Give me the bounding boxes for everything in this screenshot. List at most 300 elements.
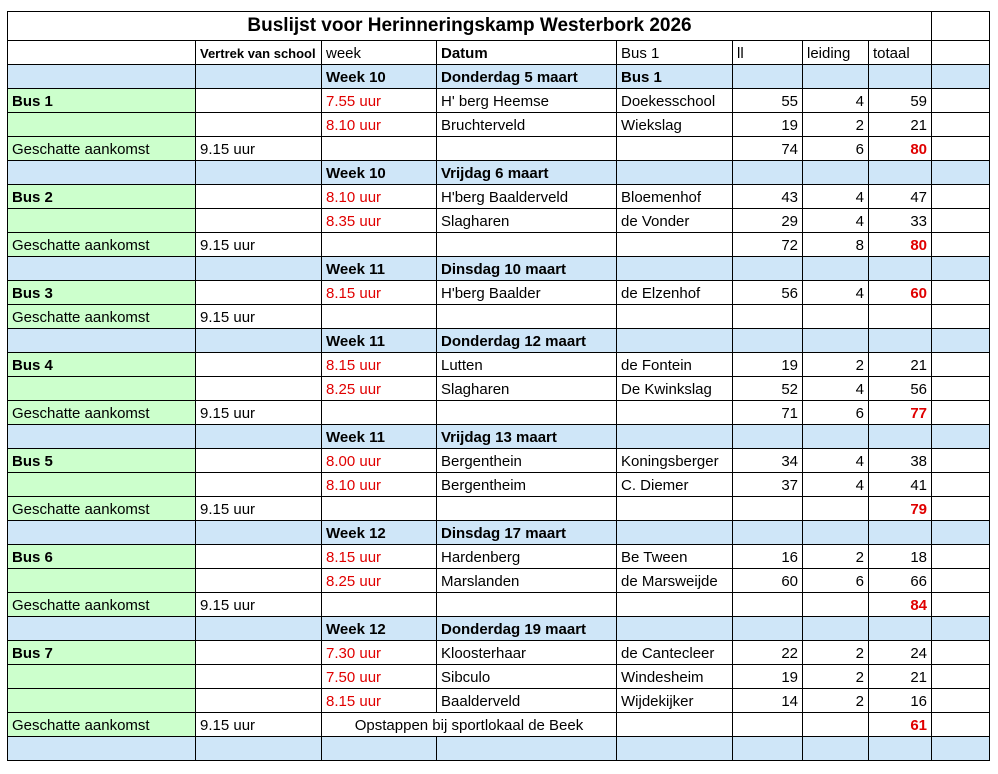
week-band-row: [8, 617, 990, 641]
empty-cell: [932, 713, 990, 737]
leiding-count: 2: [803, 665, 869, 689]
school: Bloemenhof: [617, 185, 733, 209]
empty-cell: [932, 473, 990, 497]
empty-cell: [322, 593, 437, 617]
leiding-count: 4: [803, 185, 869, 209]
school: Wiekslag: [617, 113, 733, 137]
empty-cell: [8, 161, 196, 185]
totaal-count: 18: [869, 545, 932, 569]
table-row: [8, 113, 990, 137]
empty-cell: [617, 233, 733, 257]
empty-cell: [196, 89, 322, 113]
place: H' berg Heemse: [437, 89, 617, 113]
place: Marslanden: [437, 569, 617, 593]
school: Koningsberger: [617, 449, 733, 473]
place: Hardenberg: [437, 545, 617, 569]
leiding-sum: 6: [803, 401, 869, 425]
empty-cell: [196, 329, 322, 353]
empty-cell: [8, 665, 196, 689]
empty-cell: [8, 65, 196, 89]
departure-time: 8.10 uur: [322, 113, 437, 137]
empty-cell: [932, 545, 990, 569]
departure-time: 8.10 uur: [322, 185, 437, 209]
arrival-time: 9.15 uur: [196, 137, 322, 161]
school: de Cantecleer: [617, 641, 733, 665]
arrival-time: 9.15 uur: [196, 497, 322, 521]
leiding-count: 2: [803, 545, 869, 569]
empty-cell: [869, 617, 932, 641]
empty-cell: [617, 713, 733, 737]
empty-cell: [8, 689, 196, 713]
empty-cell: [733, 329, 803, 353]
school: Wijdekijker: [617, 689, 733, 713]
week-label: Week 11: [322, 257, 437, 281]
band-bus-label: [617, 425, 733, 449]
empty-cell: [932, 113, 990, 137]
ll-count: 56: [733, 281, 803, 305]
empty-cell: [733, 257, 803, 281]
empty-cell: [617, 497, 733, 521]
departure-time: 7.30 uur: [322, 641, 437, 665]
arrival-row: [8, 713, 990, 737]
total-sum: 84: [869, 593, 932, 617]
place: Bergentheim: [437, 473, 617, 497]
arrival-time: 9.15 uur: [196, 233, 322, 257]
empty-cell: [932, 329, 990, 353]
arrival-row: [8, 497, 990, 521]
header-totaal: totaal: [869, 41, 932, 65]
departure-time: 7.55 uur: [322, 89, 437, 113]
leiding-count: 4: [803, 209, 869, 233]
ll-sum: [733, 305, 803, 329]
empty-cell: [8, 257, 196, 281]
school: Doekesschool: [617, 89, 733, 113]
total-sum: 80: [869, 137, 932, 161]
arrival-row: [8, 593, 990, 617]
date-label: Vrijdag 6 maart: [437, 161, 617, 185]
bus-label: Bus 4: [8, 353, 196, 377]
empty-cell: [803, 521, 869, 545]
totaal-count: 47: [869, 185, 932, 209]
empty-cell: [322, 497, 437, 521]
week-band-row: [8, 329, 990, 353]
leiding-count: 4: [803, 89, 869, 113]
empty-cell: [8, 113, 196, 137]
table-row: [8, 569, 990, 593]
empty-cell: [932, 137, 990, 161]
school: Windesheim: [617, 665, 733, 689]
place: Slagharen: [437, 209, 617, 233]
band-bus-label: [617, 329, 733, 353]
empty-cell: [196, 617, 322, 641]
totaal-count: 66: [869, 569, 932, 593]
ll-count: 19: [733, 353, 803, 377]
empty-cell: [803, 425, 869, 449]
leiding-count: 6: [803, 569, 869, 593]
table-row: [8, 689, 990, 713]
arrival-row: [8, 233, 990, 257]
leiding-count: 2: [803, 689, 869, 713]
total-sum: 61: [869, 713, 932, 737]
empty-cell: [322, 401, 437, 425]
empty-cell: [932, 65, 990, 89]
empty-cell: [196, 113, 322, 137]
arrival-time: 9.15 uur: [196, 401, 322, 425]
empty-cell: [437, 137, 617, 161]
empty-cell: [196, 665, 322, 689]
totaal-count: 38: [869, 449, 932, 473]
table-row: [8, 281, 990, 305]
empty-cell: [8, 521, 196, 545]
totaal-count: 56: [869, 377, 932, 401]
empty-cell: [932, 641, 990, 665]
date-label: Dinsdag 17 maart: [437, 521, 617, 545]
ll-count: 19: [733, 665, 803, 689]
table-row: [8, 377, 990, 401]
leiding-count: 2: [803, 353, 869, 377]
ll-count: 19: [733, 113, 803, 137]
empty-cell: [803, 257, 869, 281]
leiding-count: 2: [803, 113, 869, 137]
header-datum: Datum: [437, 41, 617, 65]
band-bus-label: [617, 161, 733, 185]
ll-sum: [733, 593, 803, 617]
departure-time: 8.35 uur: [322, 209, 437, 233]
total-sum: 79: [869, 497, 932, 521]
arrival-time: 9.15 uur: [196, 713, 322, 737]
table-row: [8, 473, 990, 497]
table-row: [8, 209, 990, 233]
date-label: Donderdag 12 maart: [437, 329, 617, 353]
week-label: Week 12: [322, 521, 437, 545]
empty-cell: [322, 737, 437, 761]
empty-cell: [322, 137, 437, 161]
empty-cell: [869, 521, 932, 545]
bus-label: Bus 7: [8, 641, 196, 665]
place: Bruchterveld: [437, 113, 617, 137]
empty-cell: [932, 689, 990, 713]
school: Be Tween: [617, 545, 733, 569]
ll-sum: [733, 497, 803, 521]
departure-time: 8.15 uur: [322, 689, 437, 713]
empty-cell: [932, 12, 990, 41]
empty-cell: [196, 281, 322, 305]
empty-cell: [803, 329, 869, 353]
place: Sibculo: [437, 665, 617, 689]
table-row: [8, 89, 990, 113]
empty-cell: [322, 233, 437, 257]
departure-time: 8.15 uur: [322, 545, 437, 569]
empty-cell: [196, 689, 322, 713]
ll-count: 14: [733, 689, 803, 713]
school: de Marsweijde: [617, 569, 733, 593]
week-band-row: [8, 65, 990, 89]
empty-cell: [196, 161, 322, 185]
date-label: Vrijdag 13 maart: [437, 425, 617, 449]
empty-cell: [932, 257, 990, 281]
leiding-sum: [803, 305, 869, 329]
bus-label: Bus 1: [8, 89, 196, 113]
empty-cell: [196, 449, 322, 473]
leiding-sum: 6: [803, 137, 869, 161]
week-label: Week 12: [322, 617, 437, 641]
ll-count: 22: [733, 641, 803, 665]
arrival-label: Geschatte aankomst: [8, 401, 196, 425]
ll-count: 52: [733, 377, 803, 401]
empty-cell: [196, 425, 322, 449]
header-vertrek: Vertrek van school: [196, 41, 322, 65]
leiding-sum: [803, 497, 869, 521]
bus-label: Bus 6: [8, 545, 196, 569]
bus-label: Bus 5: [8, 449, 196, 473]
empty-cell: [869, 737, 932, 761]
ll-count: 16: [733, 545, 803, 569]
empty-cell: [8, 329, 196, 353]
header-leiding: leiding: [803, 41, 869, 65]
totaal-count: 24: [869, 641, 932, 665]
empty-cell: [196, 65, 322, 89]
total-sum: 80: [869, 233, 932, 257]
empty-cell: [196, 473, 322, 497]
empty-cell: [932, 281, 990, 305]
band-bus-label: [617, 521, 733, 545]
departure-time: 8.25 uur: [322, 569, 437, 593]
empty-cell: [932, 89, 990, 113]
empty-cell: [932, 401, 990, 425]
totaal-count: 21: [869, 113, 932, 137]
empty-cell: [932, 521, 990, 545]
place: Kloosterhaar: [437, 641, 617, 665]
ll-count: 29: [733, 209, 803, 233]
school: de Elzenhof: [617, 281, 733, 305]
empty-cell: [196, 569, 322, 593]
empty-cell: [8, 41, 196, 65]
empty-cell: [196, 545, 322, 569]
departure-time: 8.10 uur: [322, 473, 437, 497]
empty-cell: [803, 161, 869, 185]
empty-cell: [437, 593, 617, 617]
empty-cell: [869, 425, 932, 449]
total-sum: [869, 305, 932, 329]
arrival-row: [8, 305, 990, 329]
empty-cell: [196, 737, 322, 761]
band-bus-label: [617, 617, 733, 641]
empty-cell: [803, 65, 869, 89]
header-bus: Bus 1: [617, 41, 733, 65]
week-band-row: [8, 521, 990, 545]
empty-cell: [196, 377, 322, 401]
empty-cell: [733, 521, 803, 545]
date-label: Donderdag 19 maart: [437, 617, 617, 641]
empty-cell: [617, 401, 733, 425]
empty-cell: [733, 617, 803, 641]
ll-sum: 74: [733, 137, 803, 161]
empty-cell: [196, 257, 322, 281]
empty-cell: [196, 353, 322, 377]
arrival-label: Geschatte aankomst: [8, 713, 196, 737]
empty-cell: [932, 497, 990, 521]
empty-cell: [932, 569, 990, 593]
empty-cell: [869, 257, 932, 281]
empty-cell: [932, 425, 990, 449]
header-row: [8, 41, 990, 65]
date-label: Donderdag 5 maart: [437, 65, 617, 89]
table-row: [8, 665, 990, 689]
ll-count: 37: [733, 473, 803, 497]
empty-cell: [932, 665, 990, 689]
ll-sum: 72: [733, 233, 803, 257]
page-title: Buslijst voor Herinneringskamp Westerbork 2026: [8, 12, 932, 41]
empty-cell: [803, 617, 869, 641]
empty-cell: [869, 161, 932, 185]
table-row: [8, 641, 990, 665]
empty-cell: [932, 185, 990, 209]
empty-cell: [437, 305, 617, 329]
place: Slagharen: [437, 377, 617, 401]
week-label: Week 10: [322, 161, 437, 185]
empty-cell: [196, 209, 322, 233]
header-week: week: [322, 41, 437, 65]
empty-cell: [196, 521, 322, 545]
leiding-count: 4: [803, 377, 869, 401]
empty-cell: [869, 65, 932, 89]
ll-count: 55: [733, 89, 803, 113]
leiding-count: 2: [803, 641, 869, 665]
departure-time: 7.50 uur: [322, 665, 437, 689]
empty-cell: [932, 233, 990, 257]
arrival-label: Geschatte aankomst: [8, 497, 196, 521]
arrival-label: Geschatte aankomst: [8, 137, 196, 161]
table-row: [8, 449, 990, 473]
place: H'berg Baalder: [437, 281, 617, 305]
totaal-count: 21: [869, 353, 932, 377]
arrival-row: [8, 401, 990, 425]
week-label: Week 11: [322, 329, 437, 353]
totaal-count: 60: [869, 281, 932, 305]
school: C. Diemer: [617, 473, 733, 497]
totaal-count: 16: [869, 689, 932, 713]
empty-cell: [932, 209, 990, 233]
empty-cell: [617, 737, 733, 761]
departure-time: 8.25 uur: [322, 377, 437, 401]
empty-cell: [733, 161, 803, 185]
ll-count: 60: [733, 569, 803, 593]
departure-time: 8.15 uur: [322, 353, 437, 377]
empty-cell: [869, 329, 932, 353]
empty-cell: [617, 137, 733, 161]
school: de Vonder: [617, 209, 733, 233]
week-band-row: [8, 161, 990, 185]
leiding-count: 4: [803, 449, 869, 473]
place: Baalderveld: [437, 689, 617, 713]
empty-cell: [196, 185, 322, 209]
empty-cell: [803, 737, 869, 761]
band-bus-label: Bus 1: [617, 65, 733, 89]
empty-cell: [437, 497, 617, 521]
band-bus-label: [617, 257, 733, 281]
empty-cell: [932, 737, 990, 761]
note: Opstappen bij sportlokaal de Beek: [322, 713, 617, 737]
empty-cell: [8, 425, 196, 449]
week-band-row: [8, 425, 990, 449]
empty-cell: [617, 593, 733, 617]
table-row: [8, 353, 990, 377]
arrival-label: Geschatte aankomst: [8, 305, 196, 329]
school: de Fontein: [617, 353, 733, 377]
arrival-label: Geschatte aankomst: [8, 233, 196, 257]
leiding-count: 4: [803, 281, 869, 305]
empty-cell: [932, 593, 990, 617]
ll-sum: 71: [733, 401, 803, 425]
empty-cell: [8, 737, 196, 761]
empty-cell: [437, 737, 617, 761]
leiding-sum: [803, 713, 869, 737]
arrival-time: 9.15 uur: [196, 593, 322, 617]
empty-cell: [932, 353, 990, 377]
totaal-count: 21: [869, 665, 932, 689]
empty-cell: [932, 617, 990, 641]
footer-band-row: [8, 737, 990, 761]
week-label: Week 11: [322, 425, 437, 449]
totaal-count: 33: [869, 209, 932, 233]
empty-cell: [437, 401, 617, 425]
empty-cell: [8, 209, 196, 233]
arrival-row: [8, 137, 990, 161]
bus-label: Bus 2: [8, 185, 196, 209]
empty-cell: [733, 425, 803, 449]
empty-cell: [932, 161, 990, 185]
place: Bergenthein: [437, 449, 617, 473]
totaal-count: 41: [869, 473, 932, 497]
empty-cell: [8, 473, 196, 497]
week-band-row: [8, 257, 990, 281]
ll-count: 34: [733, 449, 803, 473]
total-sum: 77: [869, 401, 932, 425]
bus-label: Bus 3: [8, 281, 196, 305]
bus-schedule-table: [7, 11, 990, 761]
table-row: [8, 545, 990, 569]
leiding-sum: [803, 593, 869, 617]
leiding-count: 4: [803, 473, 869, 497]
empty-cell: [437, 233, 617, 257]
arrival-label: Geschatte aankomst: [8, 593, 196, 617]
ll-sum: [733, 713, 803, 737]
empty-cell: [932, 377, 990, 401]
empty-cell: [932, 449, 990, 473]
ll-count: 43: [733, 185, 803, 209]
empty-cell: [8, 569, 196, 593]
date-label: Dinsdag 10 maart: [437, 257, 617, 281]
empty-cell: [196, 641, 322, 665]
totaal-count: 59: [869, 89, 932, 113]
header-ll: ll: [733, 41, 803, 65]
table-row: [8, 185, 990, 209]
week-label: Week 10: [322, 65, 437, 89]
arrival-time: 9.15 uur: [196, 305, 322, 329]
empty-cell: [733, 65, 803, 89]
leiding-sum: 8: [803, 233, 869, 257]
empty-cell: [8, 377, 196, 401]
empty-cell: [932, 305, 990, 329]
departure-time: 8.15 uur: [322, 281, 437, 305]
place: H'berg Baalderveld: [437, 185, 617, 209]
empty-cell: [322, 305, 437, 329]
departure-time: 8.00 uur: [322, 449, 437, 473]
empty-cell: [8, 617, 196, 641]
empty-cell: [617, 305, 733, 329]
place: Lutten: [437, 353, 617, 377]
empty-cell: [932, 41, 990, 65]
